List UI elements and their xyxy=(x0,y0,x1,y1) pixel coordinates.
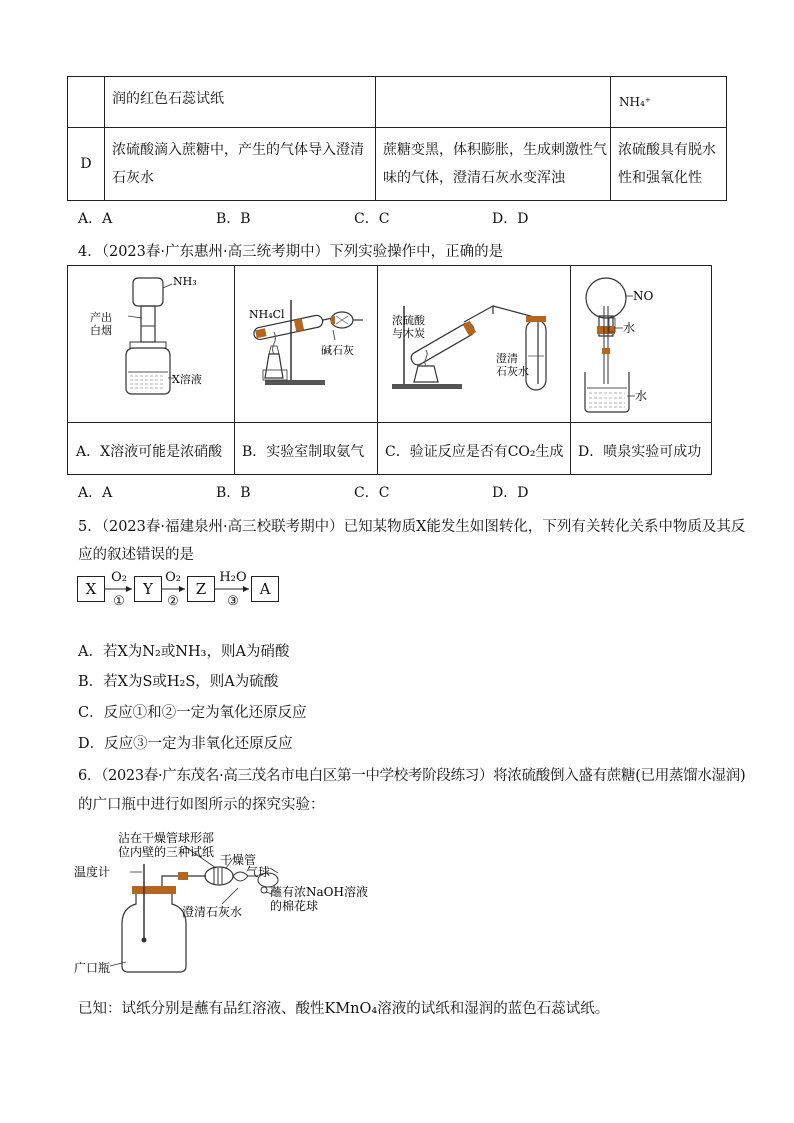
label-limewater-2: 石灰水 xyxy=(496,365,529,378)
q6-stem-line2: 的广口瓶中进行如图所示的探究实验： xyxy=(78,797,325,813)
cell-text: 石灰水 xyxy=(112,170,154,186)
label-drying-tube: 干燥管 xyxy=(220,853,257,867)
arrow-3-reagent: H₂O xyxy=(219,570,247,585)
q5-option-b[interactable]: B．若X为S或H₂S，则A为硫酸 xyxy=(78,674,279,690)
table-cell xyxy=(68,128,105,201)
label-nh3: NH₃ xyxy=(173,275,197,288)
option-d[interactable]: D．D xyxy=(492,485,529,501)
cell-text: D xyxy=(80,156,92,172)
experiment-table xyxy=(67,76,727,201)
option-b[interactable]: B．B xyxy=(216,485,251,501)
table-cell xyxy=(105,77,376,128)
table-cell xyxy=(105,128,376,201)
label-smoke-1: 产出 xyxy=(90,311,112,324)
table-cell xyxy=(611,77,727,128)
q6-known-conditions: 已知：试纸分别是蘸有品红溶液、酸性KMnO₄溶液的试纸和湿润的蓝色石蕊试纸。 xyxy=(78,1001,610,1017)
figure-d-fountain xyxy=(571,266,711,422)
option-c[interactable]: C．C xyxy=(354,485,390,501)
cell-c-text: C．验证反应是否有CO₂生成 xyxy=(385,444,564,460)
label-limewater-1: 澄清 xyxy=(496,352,518,365)
label-nh4cl: NH₄Cl xyxy=(249,308,285,321)
table-cell xyxy=(376,77,611,128)
figure-c-co2-test xyxy=(378,266,570,422)
cell-text: 蔗糖变黑，体积膨胀，生成刺激性气 xyxy=(383,142,607,158)
q4-stem: 4．（2023春·广东惠州·高三统考期中）下列实验操作中，正确的是 xyxy=(78,244,504,260)
label-smoke-2: 白烟 xyxy=(90,324,112,337)
cell-text: 润的红色石蕊试纸 xyxy=(112,91,224,107)
label-x-solution: X溶液 xyxy=(172,373,202,386)
q4-figure-table xyxy=(67,265,712,475)
cell-b-text: B．实验室制取氨气 xyxy=(242,444,365,460)
box-y: Y xyxy=(134,576,162,602)
label-balloon: 气球 xyxy=(246,865,271,879)
label-soda-lime: 碱石灰 xyxy=(321,344,354,357)
q5-conversion-chain xyxy=(77,570,287,626)
label-water-2: 水 xyxy=(635,389,648,403)
option-d[interactable]: D．D xyxy=(492,211,529,227)
cell-text: 性和强氧化性 xyxy=(618,170,702,186)
option-a[interactable]: A．A xyxy=(78,211,113,227)
cell-text: 味的气体，澄清石灰水变浑浊 xyxy=(383,170,565,186)
option-b[interactable]: B．B xyxy=(216,211,251,227)
q5-option-d[interactable]: D．反应③一定为非氧化还原反应 xyxy=(78,736,293,752)
label-no: NO xyxy=(633,289,654,303)
arrow-2-step: ② xyxy=(167,594,179,609)
cell-a-text: A．X溶液可能是浓硝酸 xyxy=(76,444,223,460)
option-c[interactable]: C．C xyxy=(354,211,390,227)
table-cell xyxy=(611,128,727,201)
label-acid-1: 浓硫酸 xyxy=(392,314,425,327)
label-water-1: 水 xyxy=(623,321,636,335)
label-jar: 广口瓶 xyxy=(74,961,111,975)
cell-text: 浓硫酸具有脱水 xyxy=(618,142,716,158)
q5-option-c[interactable]: C．反应①和②一定为氧化还原反应 xyxy=(78,705,307,721)
q5-stem-line1: 5．（2023春·福建泉州·高三校联考期中）已知某物质X能发生如图转化，下列有关转化关系中物质及其反 xyxy=(78,519,746,535)
q4-options xyxy=(78,482,678,502)
table-cell xyxy=(376,128,611,201)
table-cell xyxy=(68,77,105,128)
label-paper-1: 沾在干燥管球形部 xyxy=(118,831,215,845)
label-paper-2: 位内壁的三种试纸 xyxy=(118,845,215,859)
q6-apparatus-figure xyxy=(74,828,414,978)
figure-b-ammonia-prep xyxy=(235,266,377,422)
label-acid-2: 与木炭 xyxy=(392,327,425,340)
q3-options xyxy=(78,208,678,228)
arrow-3-step: ③ xyxy=(227,594,239,609)
q5-stem-line2: 应的叙述错误的是 xyxy=(78,547,194,563)
cell-d-text: D．喷泉实验可成功 xyxy=(578,444,702,460)
box-x: X xyxy=(77,576,105,602)
cell-text: 浓硫酸滴入蔗糖中，产生的气体导入澄清 xyxy=(112,142,364,158)
arrow-2-reagent: O₂ xyxy=(165,570,181,585)
figure-a-nh3-bottle xyxy=(68,266,234,422)
q6-stem-line1: 6．（2023春·广东茂名·高三茂名市电白区第一中学校考阶段练习）将浓硫酸倒入盛有蔗糖(已用蒸馏水湿润) xyxy=(78,768,746,784)
box-z: Z xyxy=(187,576,215,602)
table-row xyxy=(68,128,727,201)
cell-text: NH₄⁺ xyxy=(619,95,652,109)
arrow-1-reagent: O₂ xyxy=(111,570,127,585)
q5-option-a[interactable]: A．若X为N₂或NH₃，则A为硝酸 xyxy=(78,644,290,660)
box-a: A xyxy=(251,576,279,602)
arrow-1-step: ① xyxy=(113,594,125,609)
label-naoh-2: 的棉花球 xyxy=(270,899,319,913)
label-limewater: 澄清石灰水 xyxy=(182,905,243,919)
label-thermometer: 温度计 xyxy=(74,865,111,879)
option-a[interactable]: A．A xyxy=(78,485,113,501)
table-row xyxy=(68,77,727,128)
label-naoh-1: 蘸有浓NaOH溶液 xyxy=(270,885,368,899)
